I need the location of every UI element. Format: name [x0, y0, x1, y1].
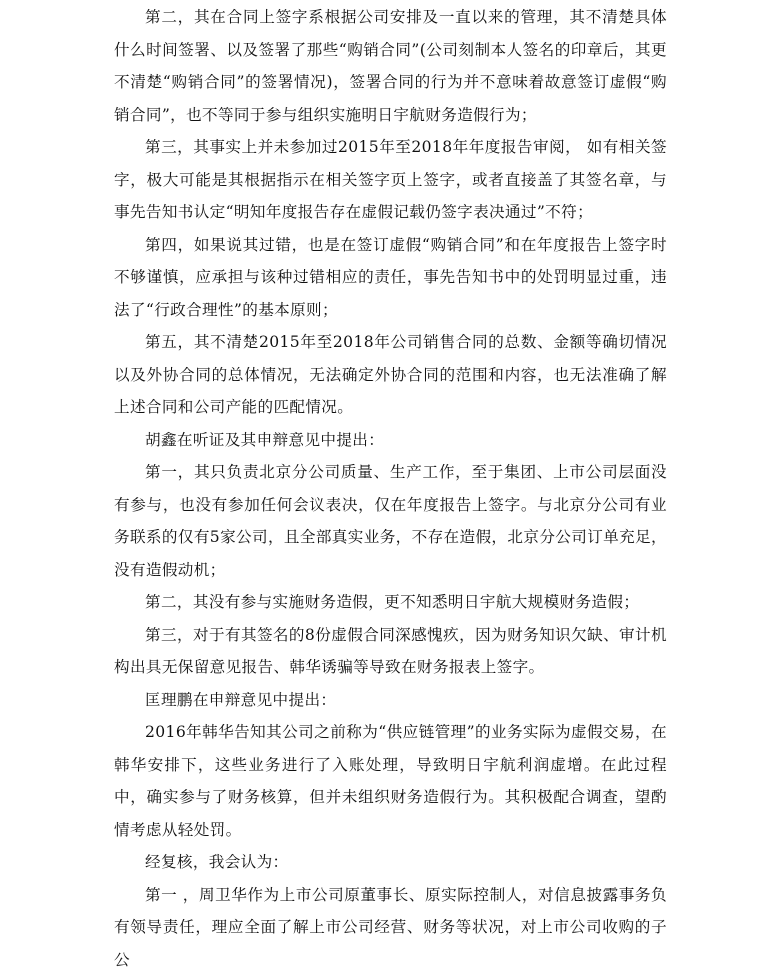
paragraph-kuang-lipeng-statement: 2016年韩华告知其公司之前称为“供应链管理”的业务实际为虚假交易，在韩华安排下，这些业务进行了入账处理，导致明日宇航利润虚增。在此过程中，确实参与了财务核算，但并未组织财务造假行为。其积极配合调查，望酌情考虑从轻处罚。	[114, 716, 667, 846]
paragraph-hu-xin-third: 第三，对于有其签名的8份虚假合同深感愧疚，因为财务知识欠缺、审计机构出具无保留意见报告、韩华诱骗等导致在财务报表上签字。	[114, 619, 667, 684]
paragraph-second-point-signing: 第二，其在合同上签字系根据公司安排及一直以来的管理，其不清楚具体什么时间签署、以及签署了那些“购销合同”(公司刻制本人签名的印章后，其更不清楚“购销合同”的签署情况)，签署合同的行为并不意味着故意签订虚假“购销合同”，也不等同于参与组织实施明日宇航财务造假行为；	[114, 1, 667, 131]
document-page	[114, 1, 667, 976]
paragraph-hu-xin-intro: 胡鑫在听证及其申辩意见中提出：	[114, 424, 667, 457]
paragraph-kuang-lipeng-intro: 匡理鹏在申辩意见中提出：	[114, 684, 667, 717]
paragraph-review-conclusion-intro: 经复核，我会认为：	[114, 846, 667, 879]
paragraph-hu-xin-first: 第一，其只负责北京分公司质量、生产工作，至于集团、上市公司层面没有参与，也没有参加任何会议表决，仅在年度报告上签字。与北京分公司有业务联系的仅有5家公司，且全部真实业务，不存在造假，北京分公司订单充足，没有造假动机；	[114, 456, 667, 586]
paragraph-fifth-point-contracts: 第五，其不清楚2015年至2018年公司销售合同的总数、金额等确切情况以及外协合同的总体情况，无法确定外协合同的范围和内容，也无法准确了解上述合同和公司产能的匹配情况。	[114, 326, 667, 424]
paragraph-fourth-point-fault: 第四，如果说其过错，也是在签订虚假“购销合同”和在年度报告上签字时不够谨慎，应承担与该种过错相应的责任，事先告知书中的处罚明显过重，违法了“行政合理性”的基本原则；	[114, 229, 667, 327]
paragraph-hu-xin-second: 第二，其没有参与实施财务造假，更不知悉明日宇航大规模财务造假；	[114, 586, 667, 619]
paragraph-review-first-point: 第一 ，周卫华作为上市公司原董事长、原实际控制人，对信息披露事务负有领导责任，理应全面了解上市公司经营、财务等状况，对上市公司收购的子公	[114, 879, 667, 976]
paragraph-third-point-annual-report: 第三，其事实上并未参加过2015年至2018年年度报告审阅， 如有相关签字，极大可能是其根据指示在相关签字页上签字，或者直接盖了其签名章，与事先告知书认定“明知年度报告存在虚假记载仍签字表决通过”不符；	[114, 131, 667, 229]
